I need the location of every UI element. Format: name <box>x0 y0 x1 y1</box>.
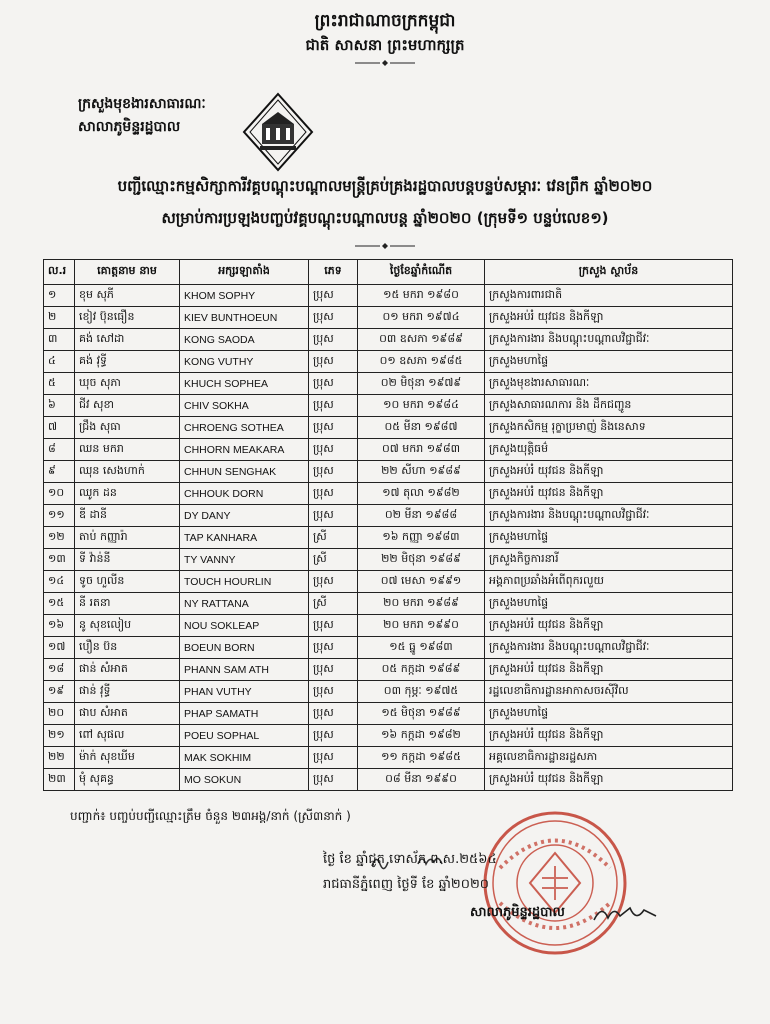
table-row <box>44 725 733 747</box>
solar-date-line: រាជធានីភ្នំពេញ ថ្ងៃទី ខែ ឆ្នាំ២០២០ <box>323 877 490 892</box>
cell-number: ៥ <box>44 373 75 395</box>
cell-khmer-name: ជ្រឹង សុធា <box>75 417 180 439</box>
table-row <box>44 747 733 769</box>
cell-gender: ប្រុស <box>309 461 358 483</box>
cell-latin-name: PHANN SAM ATH <box>180 659 309 681</box>
cell-birthdate: ០២ មិថុនា ១៩៧៩ <box>358 373 485 395</box>
cell-khmer-name: ទូច ហួលីន <box>75 571 180 593</box>
cell-khmer-name: ផាន់ សំអាត <box>75 659 180 681</box>
cell-gender: ប្រុស <box>309 285 358 307</box>
cell-latin-name: KONG VUTHY <box>180 351 309 373</box>
cell-latin-name: KHUCH SOPHEA <box>180 373 309 395</box>
cell-ministry: ក្រសួងការពារជាតិ <box>485 285 733 307</box>
cell-khmer-name: ផាន់ វុទ្ធី <box>75 681 180 703</box>
table-row <box>44 351 733 373</box>
column-header-gender: ភេទ <box>309 260 358 285</box>
cell-ministry: ក្រសួងមហាផ្ទៃ <box>485 527 733 549</box>
cell-number: ៩ <box>44 461 75 483</box>
cell-ministry: ក្រសួងសាធារណការ និង ដឹកជញ្ជូន <box>485 395 733 417</box>
table-row <box>44 373 733 395</box>
cell-latin-name: CHHUN SENGHAK <box>180 461 309 483</box>
column-header-latin-name: អក្សរឡាតាំង <box>180 260 309 285</box>
cell-khmer-name: ឃុច សុភា <box>75 373 180 395</box>
cell-khmer-name: ផាប សំអាត <box>75 703 180 725</box>
cell-ministry: ក្រសួងការងារ និងបណ្តុះបណ្តាលវិជ្ជាជីវៈ <box>485 505 733 527</box>
cell-ministry: ក្រសួងមហាផ្ទៃ <box>485 593 733 615</box>
cell-gender: ស្រី <box>309 549 358 571</box>
cell-latin-name: CHIV SOKHA <box>180 395 309 417</box>
cell-khmer-name: ឈន មករា <box>75 439 180 461</box>
cell-number: ២១ <box>44 725 75 747</box>
cell-latin-name: TOUCH HOURLIN <box>180 571 309 593</box>
signer-name: សាលាភូមិន្ទរដ្ឋបាល <box>470 905 565 920</box>
cell-latin-name: NOU SOKLEAP <box>180 615 309 637</box>
cell-latin-name: NY RATTANA <box>180 593 309 615</box>
cell-latin-name: TY VANNY <box>180 549 309 571</box>
cell-number: ១៦ <box>44 615 75 637</box>
table-row <box>44 417 733 439</box>
cell-ministry: ក្រសួងអប់រំ យុវជន និងកីឡា <box>485 659 733 681</box>
cell-number: ៦ <box>44 395 75 417</box>
cell-number: ១៣ <box>44 549 75 571</box>
table-row <box>44 681 733 703</box>
signature-icon <box>590 898 660 928</box>
cell-ministry: ក្រសួងកសិកម្ម រុក្ខាប្រមាញ់ និងនេសាទ <box>485 417 733 439</box>
cell-birthdate: ២២ សីហា ១៩៨៩ <box>358 461 485 483</box>
cell-ministry: ក្រសួងអប់រំ យុវជន និងកីឡា <box>485 769 733 791</box>
cell-gender: ប្រុស <box>309 769 358 791</box>
cell-khmer-name: ពៅ សុផល <box>75 725 180 747</box>
cell-birthdate: ២២ មិថុនា ១៩៨៩ <box>358 549 485 571</box>
column-header-ministry: ក្រសួង ស្ថាប័ន <box>485 260 733 285</box>
cell-birthdate: ០៣ ឧសភា ១៩៨៩ <box>358 329 485 351</box>
cell-khmer-name: ឈូក ដន <box>75 483 180 505</box>
cell-latin-name: CHROENG SOTHEA <box>180 417 309 439</box>
cell-birthdate: ០៥ មីនា ១៩៨៧ <box>358 417 485 439</box>
table-row <box>44 549 733 571</box>
table-row <box>44 769 733 791</box>
cell-gender: ប្រុស <box>309 703 358 725</box>
trainee-table <box>43 259 733 791</box>
cell-khmer-name: ខៀវ ប៊ុនធឿន <box>75 307 180 329</box>
cell-khmer-name: បឿន ប៊ន <box>75 637 180 659</box>
cell-gender: ប្រុស <box>309 483 358 505</box>
official-seal-icon <box>480 808 630 958</box>
cell-khmer-name: នូ សុខលៀប <box>75 615 180 637</box>
cell-number: ២០ <box>44 703 75 725</box>
cell-ministry: ក្រសួងអប់រំ យុវជន និងកីឡា <box>485 483 733 505</box>
cell-latin-name: CHHOUK DORN <box>180 483 309 505</box>
cell-khmer-name: ខុម សុភី <box>75 285 180 307</box>
table-row <box>44 461 733 483</box>
cell-birthdate: ១០ មករា ១៩៨៤ <box>358 395 485 417</box>
cell-birthdate: ០៧ មករា ១៩៨៣ <box>358 439 485 461</box>
cell-birthdate: ០៧ មេសា ១៩៩១ <box>358 571 485 593</box>
cell-gender: ប្រុស <box>309 417 358 439</box>
table-row <box>44 329 733 351</box>
school-emblem-icon <box>242 92 314 172</box>
cell-number: ១១ <box>44 505 75 527</box>
cell-gender: ប្រុស <box>309 747 358 769</box>
column-header-number: ល.រ <box>44 260 75 285</box>
cell-khmer-name: គង់ សៅដា <box>75 329 180 351</box>
cell-ministry: អង្គភាពប្រឆាំងអំពើពុករលួយ <box>485 571 733 593</box>
summary-note: បញ្ជាក់៖ បញ្ចប់បញ្ជីឈ្មោះត្រឹម ចំនួន ២៣អង្គ/នាក់ (ស្រី៣នាក់ ) <box>70 809 351 823</box>
kingdom-heading: ព្រះរាជាណាចក្រកម្ពុជា <box>314 11 456 31</box>
cell-ministry: ក្រសួងអប់រំ យុវជន និងកីឡា <box>485 615 733 637</box>
cell-number: ៨ <box>44 439 75 461</box>
cell-gender: ស្រី <box>309 593 358 615</box>
table-row <box>44 571 733 593</box>
cell-khmer-name: ម៉ាក់ សុខឃីម <box>75 747 180 769</box>
cell-birthdate: ០៨ មីនា ១៩៩០ <box>358 769 485 791</box>
cell-khmer-name: ជីវ សុខា <box>75 395 180 417</box>
cell-birthdate: ១៦ កក្កដា ១៩៨២ <box>358 725 485 747</box>
cell-khmer-name: មុំ សុគន្ធ <box>75 769 180 791</box>
document-title: បញ្ជីឈ្មោះកម្មសិក្សាការីវគ្គបណ្តុះបណ្តាលមន្ត្រីគ្រប់គ្រងរដ្ឋបាលបន្តបន្ទប់សម្ភារៈ វេនព្រឹក ឆ្នាំ២០២០ <box>117 177 653 195</box>
cell-number: ១៩ <box>44 681 75 703</box>
cell-gender: ប្រុស <box>309 505 358 527</box>
cell-birthdate: ១៧ តុលា ១៩៨២ <box>358 483 485 505</box>
cell-number: ៧ <box>44 417 75 439</box>
cell-number: ២៣ <box>44 769 75 791</box>
table-row <box>44 505 733 527</box>
cell-birthdate: ១៥ ធ្នូ ១៩៨៣ <box>358 637 485 659</box>
cell-latin-name: MO SOKUN <box>180 769 309 791</box>
cell-latin-name: TAP KANHARA <box>180 527 309 549</box>
cell-latin-name: PHAP SAMATH <box>180 703 309 725</box>
table-row <box>44 615 733 637</box>
cell-khmer-name: នី រតនា <box>75 593 180 615</box>
table-row <box>44 395 733 417</box>
table-row <box>44 307 733 329</box>
ornament-divider-icon <box>355 60 415 66</box>
cell-gender: ប្រុស <box>309 373 358 395</box>
cell-birthdate: ០១ មករា ១៩៧៤ <box>358 307 485 329</box>
cell-ministry: ក្រសួងមុខងារសាធារណៈ <box>485 373 733 395</box>
cell-ministry: ក្រសួងយុត្តិធម៌ <box>485 439 733 461</box>
cell-latin-name: DY DANY <box>180 505 309 527</box>
cell-birthdate: ០១ ឧសភា ១៩៨៥ <box>358 351 485 373</box>
cell-latin-name: CHHORN MEAKARA <box>180 439 309 461</box>
cell-birthdate: ១៦ កញ្ញា ១៩៨៣ <box>358 527 485 549</box>
cell-latin-name: POEU SOPHAL <box>180 725 309 747</box>
cell-latin-name: BOEUN BORN <box>180 637 309 659</box>
cell-latin-name: MAK SOKHIM <box>180 747 309 769</box>
cell-ministry: ក្រសួងការងារ និងបណ្តុះបណ្តាលវិជ្ជាជីវៈ <box>485 637 733 659</box>
cell-ministry: ក្រសួងអប់រំ យុវជន និងកីឡា <box>485 307 733 329</box>
table-header-row <box>44 260 733 285</box>
cell-khmer-name: ទី វ៉ាន់នី <box>75 549 180 571</box>
cell-number: ៣ <box>44 329 75 351</box>
cell-birthdate: ១៥ មករា ១៩៨០ <box>358 285 485 307</box>
cell-khmer-name: ឈុន សេងហាក់ <box>75 461 180 483</box>
lunar-date-line: ថ្ងៃ ខែ ឆ្នាំជូត ទោស័ក ព.ស.២៥៦៤ <box>323 852 497 867</box>
cell-latin-name: KIEV BUNTHOEUN <box>180 307 309 329</box>
cell-birthdate: ០២ មីនា ១៩៨៨ <box>358 505 485 527</box>
table-row <box>44 659 733 681</box>
cell-ministry: ក្រសួងអប់រំ យុវជន និងកីឡា <box>485 725 733 747</box>
cell-ministry: អគ្គលេខាធិការដ្ឋានរដ្ឋសភា <box>485 747 733 769</box>
table-row <box>44 593 733 615</box>
cell-number: ២ <box>44 307 75 329</box>
cell-gender: ប្រុស <box>309 395 358 417</box>
cell-number: ១២ <box>44 527 75 549</box>
cell-gender: ប្រុស <box>309 307 358 329</box>
cell-number: ១ <box>44 285 75 307</box>
cell-ministry: រដ្ឋលេខាធិការដ្ឋានអាកាសចរស៊ីវិល <box>485 681 733 703</box>
cell-number: ១៤ <box>44 571 75 593</box>
cell-birthdate: ១៥ មិថុនា ១៩៨៩ <box>358 703 485 725</box>
cell-gender: ប្រុស <box>309 329 358 351</box>
national-motto: ជាតិ សាសនា ព្រះមហាក្សត្រ <box>305 36 465 54</box>
cell-birthdate: ២០ មករា ១៩៩០ <box>358 615 485 637</box>
cell-gender: ប្រុស <box>309 351 358 373</box>
cell-gender: ស្រី <box>309 527 358 549</box>
cell-number: ១៨ <box>44 659 75 681</box>
column-header-birthdate: ថ្ងៃខែឆ្នាំកំណើត <box>358 260 485 285</box>
table-row <box>44 527 733 549</box>
document-subtitle: សម្រាប់ការប្រឡងបញ្ចប់វគ្គបណ្តុះបណ្តាលបន្ត ឆ្នាំ២០២០ (ក្រុមទី១ បន្ទប់លេខ១) <box>161 209 609 227</box>
cell-khmer-name: តាប់ កញ្ញារ៉ា <box>75 527 180 549</box>
cell-khmer-name: ឌី ដានី <box>75 505 180 527</box>
cell-number: ១៥ <box>44 593 75 615</box>
table-row <box>44 439 733 461</box>
ornament-divider-icon <box>355 243 415 249</box>
cell-gender: ប្រុស <box>309 439 358 461</box>
cell-gender: ប្រុស <box>309 659 358 681</box>
cell-birthdate: ១១ កក្កដា ១៩៨៥ <box>358 747 485 769</box>
table-row <box>44 637 733 659</box>
cell-ministry: ក្រសួងការងារ និងបណ្តុះបណ្តាលវិជ្ជាជីវៈ <box>485 329 733 351</box>
cell-latin-name: KHOM SOPHY <box>180 285 309 307</box>
cell-ministry: ក្រសួងកិច្ចការនារី <box>485 549 733 571</box>
cell-ministry: ក្រសួងមហាផ្ទៃ <box>485 351 733 373</box>
cell-number: ២២ <box>44 747 75 769</box>
cell-latin-name: KONG SAODA <box>180 329 309 351</box>
cell-gender: ប្រុស <box>309 615 358 637</box>
cell-khmer-name: គង់ វុទ្ធី <box>75 351 180 373</box>
table-row <box>44 703 733 725</box>
cell-birthdate: ២០ មករា ១៩៨៩ <box>358 593 485 615</box>
cell-ministry: ក្រសួងមហាផ្ទៃ <box>485 703 733 725</box>
ministry-name: ក្រសួងមុខងារសាធារណៈ <box>78 96 206 112</box>
cell-number: ៤ <box>44 351 75 373</box>
cell-gender: ប្រុស <box>309 571 358 593</box>
cell-number: ១០ <box>44 483 75 505</box>
cell-gender: ប្រុស <box>309 681 358 703</box>
cell-latin-name: PHAN VUTHY <box>180 681 309 703</box>
cell-gender: ប្រុស <box>309 725 358 747</box>
column-header-khmer-name: គោត្តនាម នាម <box>75 260 180 285</box>
cell-gender: ប្រុស <box>309 637 358 659</box>
cell-birthdate: ០៥ កក្កដា ១៩៨៩ <box>358 659 485 681</box>
school-name: សាលាភូមិន្ទរដ្ឋបាល <box>78 119 181 135</box>
table-row <box>44 483 733 505</box>
table-row <box>44 285 733 307</box>
cell-birthdate: ០៣ កុម្ភៈ ១៩៧៥ <box>358 681 485 703</box>
cell-number: ១៧ <box>44 637 75 659</box>
cell-ministry: ក្រសួងអប់រំ យុវជន និងកីឡា <box>485 461 733 483</box>
